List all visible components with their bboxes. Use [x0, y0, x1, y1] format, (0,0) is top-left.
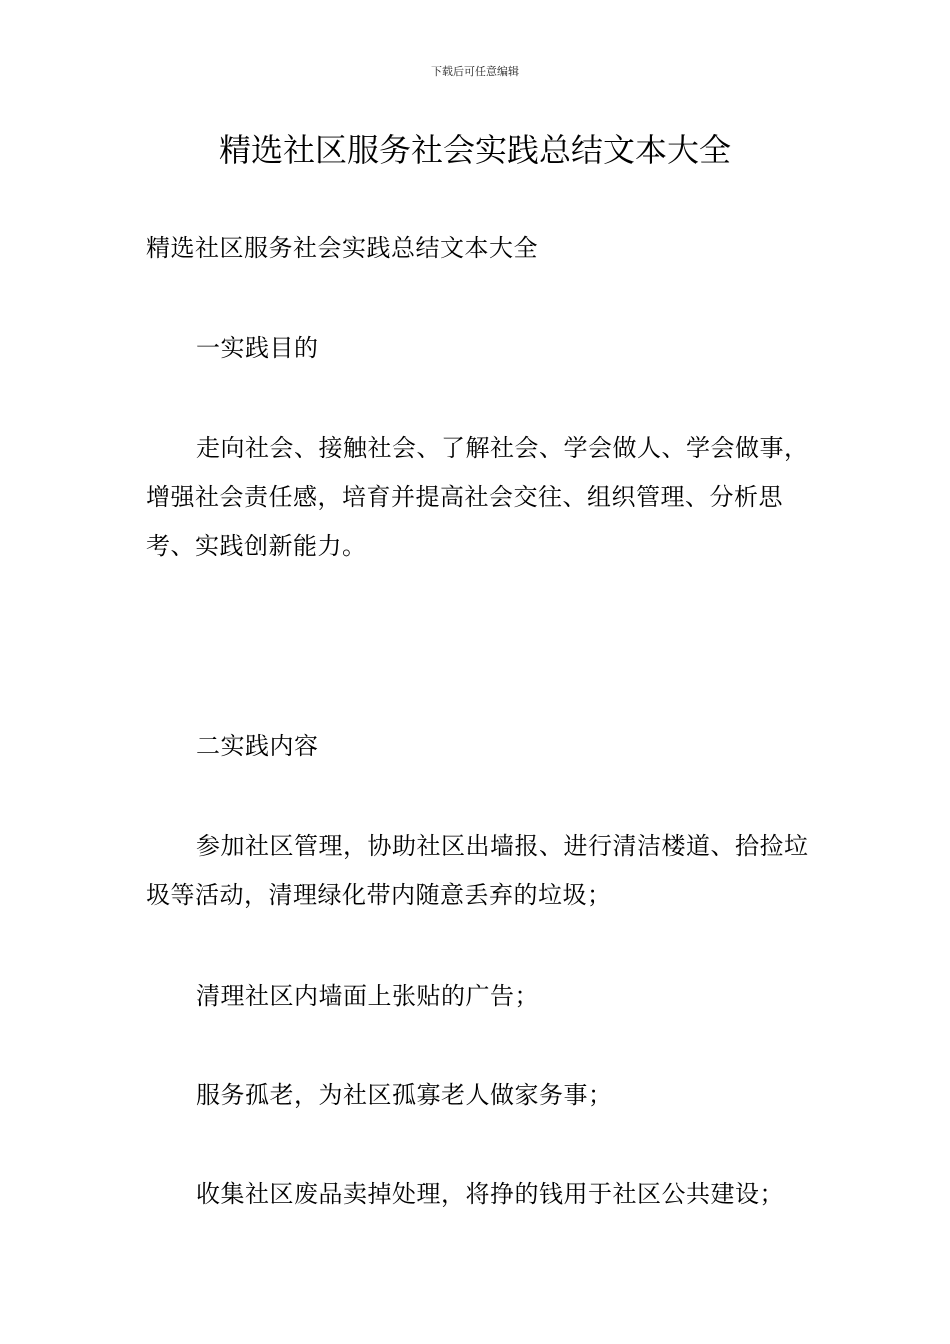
- section1-paragraph: 走向社会、接触社会、了解社会、学会做人、学会做事，增强社会责任感，培育并提高社会交往、组织管理、分析思考、实践创新能力。: [146, 434, 809, 560]
- document-title: 精选社区服务社会实践总结文本大全: [218, 131, 731, 169]
- section2-paragraph-4: 收集社区废品卖掉处理，将挣的钱用于社区公共建设；: [196, 1180, 784, 1208]
- document-subtitle: 精选社区服务社会实践总结文本大全: [146, 234, 538, 262]
- section2-paragraph-2: 清理社区内墙面上张贴的广告；: [196, 982, 539, 1010]
- section2-heading: 二实践内容: [196, 732, 319, 760]
- header-note: 下载后可任意编辑: [431, 65, 519, 78]
- section2-paragraph-3: 服务孤老，为社区孤寡老人做家务事；: [196, 1081, 613, 1109]
- section2-paragraph-1: 参加社区管理，协助社区出墙报、进行清洁楼道、拾捡垃圾等活动，清理绿化带内随意丢弃的垃圾；: [146, 832, 809, 909]
- section1-heading: 一实践目的: [196, 334, 319, 362]
